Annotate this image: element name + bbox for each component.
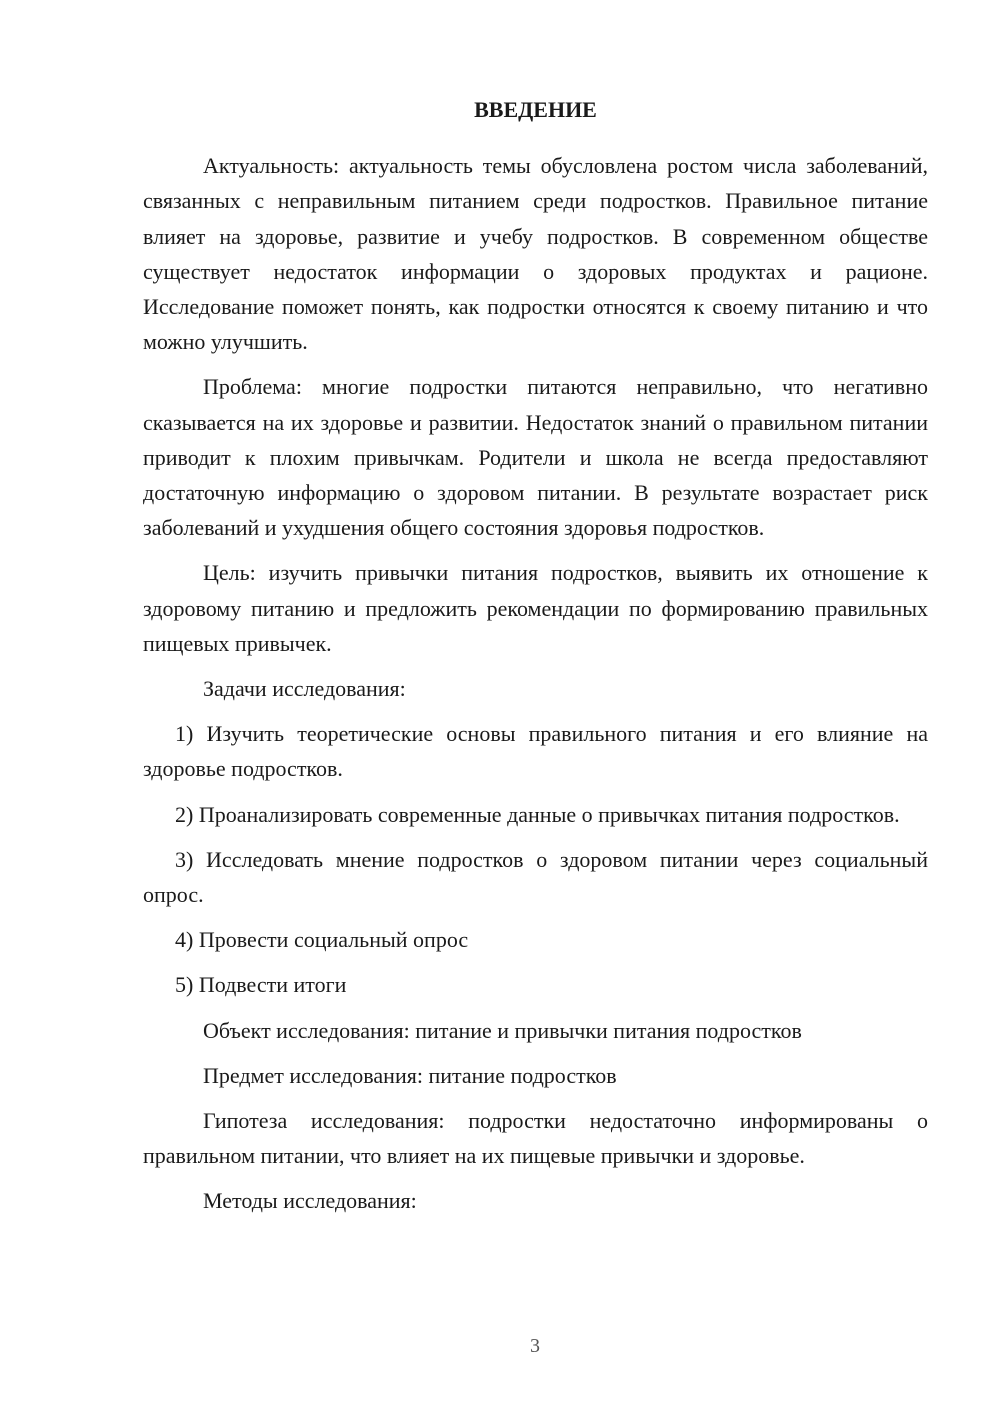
hypothesis-paragraph: Гипотеза исследования: подростки недостаточно информированы о правильном питании, что влияет на их пищевые привычки и здоровье. [143,1108,928,1169]
section-title: ВВЕДЕНИЕ [474,97,597,122]
relevance-paragraph: Актуальность: актуальность темы обусловлена ростом числа заболеваний, связанных с неправильным питанием среди подростков. Правильное питание влияет на здоровье, развитие и учебу подростков. В современном обществе существует недостаток информации о здоровых продуктах и рационе. Исследование поможет понять, как подростки относятся к своему питанию и что можно улучшить. [143,153,928,355]
task-item-4: 4) Провести социальный опрос [175,927,469,953]
document-page [143,92,928,1229]
problem-paragraph: Проблема: многие подростки питаются неправильно, что негативно сказывается на их здоровье и развитии. Недостаток знаний о правильном питании приводит к плохим привычкам. Родители и школа не всегда предоставляют достаточную информацию о здоровом питании. В результате возрастает риск заболеваний и ухудшения общего состояния здоровья подростков. [143,374,928,541]
tasks-heading: Задачи исследования: [203,676,406,702]
task-item-2: 2) Проанализировать современные данные о привычках питания подростков. [175,801,900,827]
subject-paragraph: Предмет исследования: питание подростков [203,1062,617,1088]
methods-heading: Методы исследования: [203,1188,417,1214]
goal-paragraph: Цель: изучить привычки питания подростков, выявить их отношение к здоровому питанию и предложить рекомендации по формированию правильных пищевых привычек. [143,560,928,656]
task-item-5: 5) Подвести итоги [175,972,347,998]
task-item-3: 3) Исследовать мнение подростков о здоровом питании через социальный опрос. [143,846,928,908]
task-item-1: 1) Изучить теоретические основы правильного питания и его влияние на здоровье подростков. [143,721,928,782]
object-paragraph: Объект исследования: питание и привычки питания подростков [203,1017,802,1043]
page-number: 3 [530,1335,540,1357]
